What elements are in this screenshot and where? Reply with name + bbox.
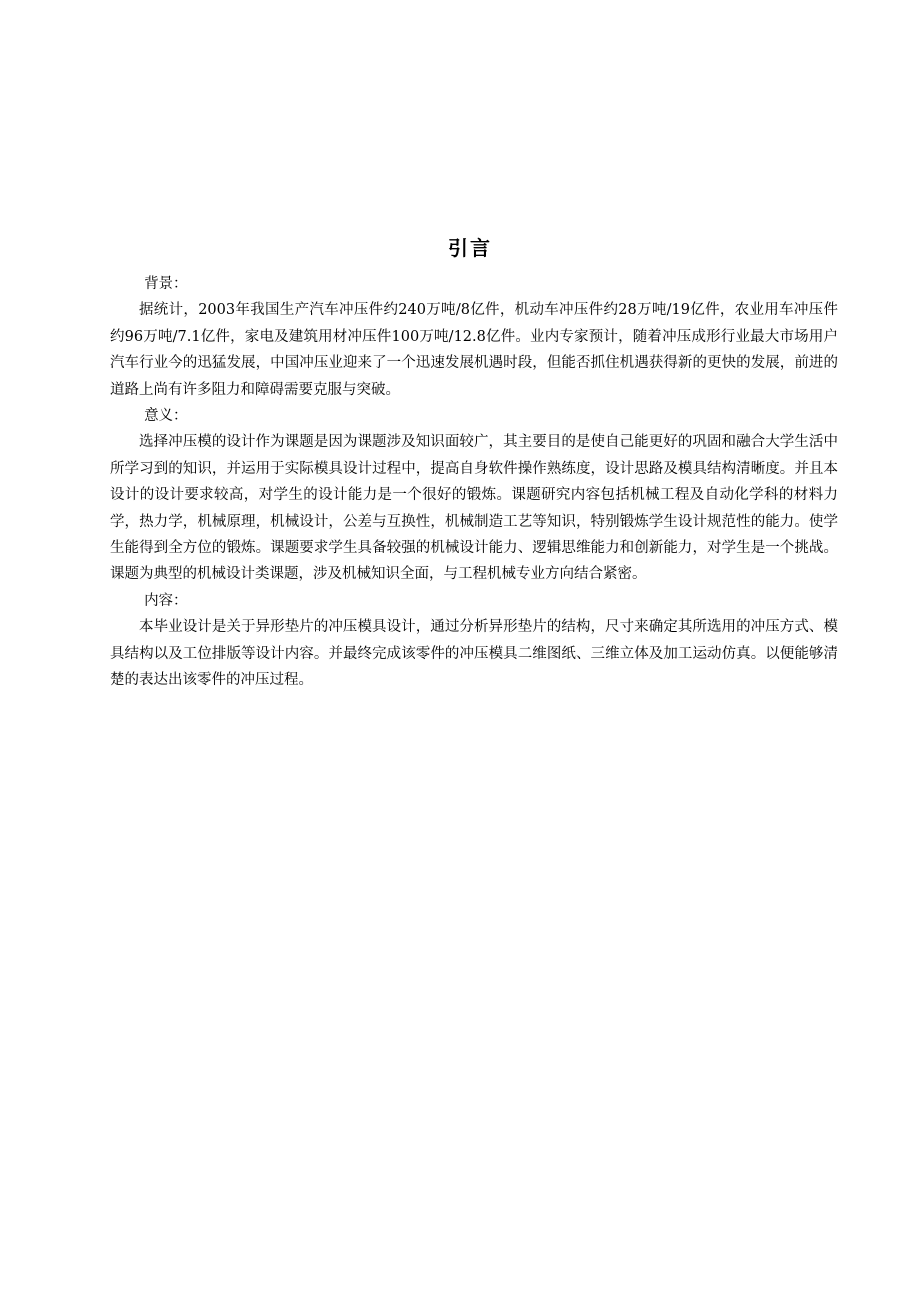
- section-label-background: 背景：: [144, 276, 188, 292]
- document-body: [110, 271, 838, 694]
- section-label-content: 内容：: [144, 592, 188, 609]
- section-label-significance: 意义：: [144, 408, 188, 425]
- section-paragraph-content: 本毕业设计是关于异形垫片的冲压模具设计，通过分析异形垫片的结构，尺寸来确定其所选用的冲压方式、模具结构以及工位排版等设计内容。并最终完成该零件的冲压模具二维图纸、三维立体及加工运动仿真。以便能够清楚的表达出该零件的冲压过程。: [110, 619, 838, 689]
- section-paragraph-significance: 选择冲压模的设计作为课题是因为课题涉及知识面较广，其主要目的是使自己能更好的巩固和融合大学生活中所学习到的知识，并运用于实际模具设计过程中，提高自身软件操作熟练度，设计思路及模具结构清晰度。并且本设计的设计要求较高，对学生的设计能力是一个很好的锻炼。课题研究内容包括机械工程及自动化学科的材料力学，热力学，机械原理，机械设计，公差与互换性，机械制造工艺等知识，特别锻炼学生设计规范性的能力。使学生能得到全方位的锻炼。课题要求学生具备较强的机械设计能力、逻辑思维能力和创新能力，对学生是一个挑战。课题为典型的机械设计类课题，涉及机械知识全面，与工程机械专业方向结合紧密。: [110, 434, 838, 583]
- section-paragraph-background: 据统计，2003年我国生产汽车冲压件约240万吨/8亿件，机动车冲压件约28万吨/19亿件，农业用车冲压件约96万吨/7.1亿件，家电及建筑用材冲压件100万吨/12.8亿件。业内专家预计，随着冲压成形行业最大市场用户汽车行业今的迅猛发展，中国冲压业迎来了一个迅速发展机遇时段，但能否抓住机遇获得新的更快的发展，前进的道路上尚有许多阻力和障碍需要克服与突破。: [110, 302, 838, 398]
- page-title: 引言: [448, 236, 492, 260]
